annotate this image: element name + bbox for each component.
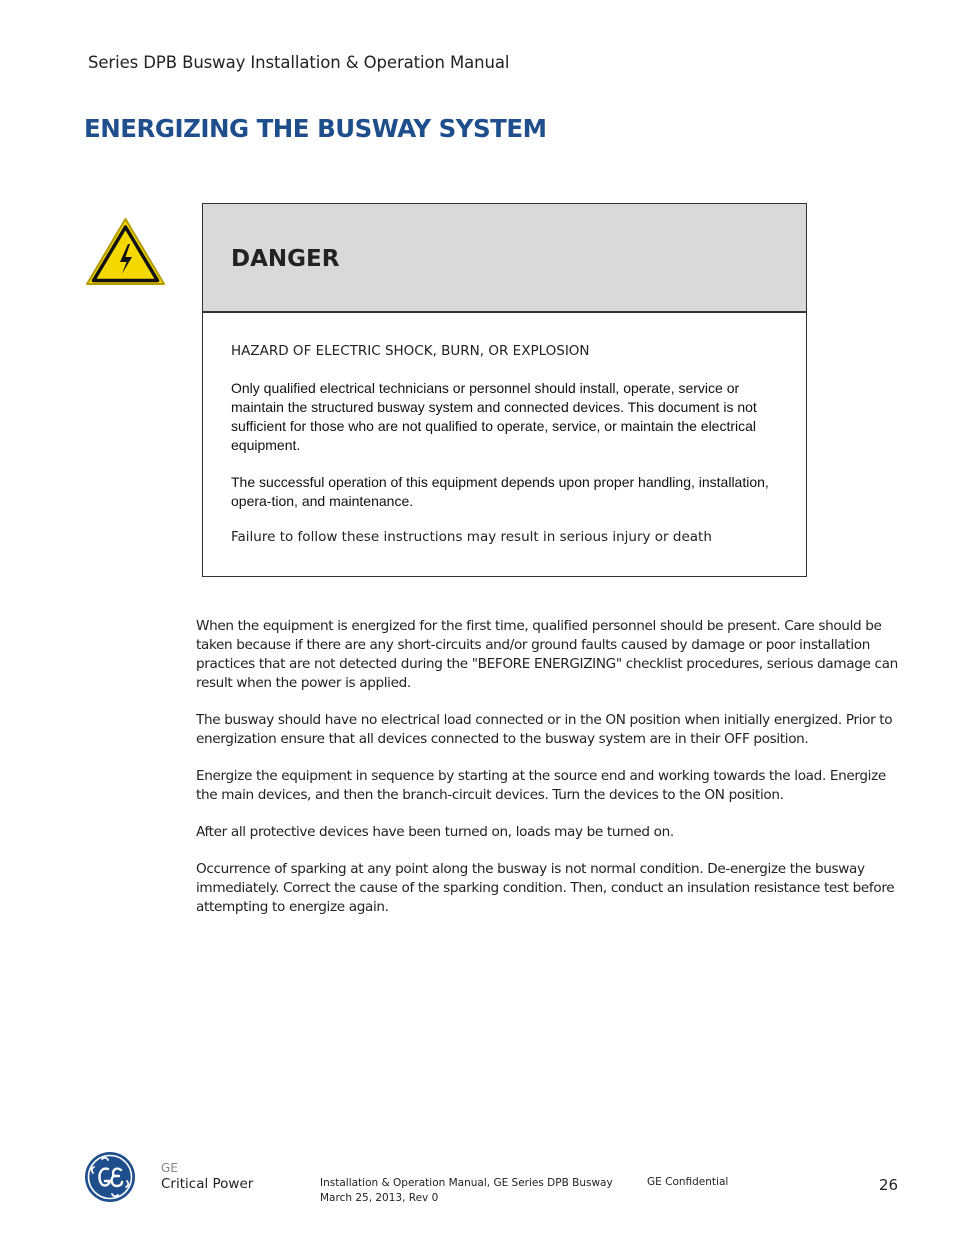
body-paragraph: Energize the equipment in sequence by starting at the source end and working towards the load. Energize the main devices, and then the branch-circuit devices. Turn the devices to the ON position. [196,768,886,803]
footer-company-short: GE [161,1161,178,1175]
footer-manual-date: March 25, 2013, Rev 0 [320,1192,439,1204]
ge-logo [84,1151,136,1203]
footer-manual-info [320,1176,613,1206]
danger-header [203,204,806,313]
danger-paragraph: Only qualified electrical technicians or personnel should install, operate, service or maintain the structured busway system and connected devices. This document is not sufficient for those who are not qualified to operate, service, or maintain the electrical equipment. [231,380,757,453]
danger-notice [202,203,807,577]
section-title: ENERGIZING THE BUSWAY SYSTEM [84,114,547,143]
footer-confidential: GE Confidential [647,1176,729,1188]
footer-manual-title: Installation & Operation Manual, GE Series DPB Busway [320,1177,613,1189]
body-paragraph: Occurrence of sparking at any point along the busway is not normal condition. De-energize the busway immediately. Correct the cause of the sparking condition. Then, conduct an insulation resistance test before attempting to energize again. [196,861,895,915]
hazard-statement: HAZARD OF ELECTRIC SHOCK, BURN, OR EXPLOSION [231,343,590,359]
danger-title: DANGER [231,246,340,272]
electrical-hazard-warning-icon [84,216,167,288]
body-paragraph: When the equipment is energized for the first time, qualified personnel should be present. Care should be taken because if there are any short-circuits and/or ground faults caused by damage or poor installation practices that are not detected during the "BEFORE ENERGIZING" checklist procedures, serious damage can result when the power is applied. [196,618,898,691]
danger-consequence: Failure to follow these instructions may result in serious injury or death [231,529,712,545]
body-text [196,617,906,935]
footer-company-division: Critical Power [161,1176,254,1192]
body-paragraph: The busway should have no electrical load connected or in the ON position when initially energized. Prior to energization ensure that all devices connected to the busway system are in their OFF position. [196,712,893,747]
danger-paragraph: The successful operation of this equipment depends upon proper handling, installation, opera-tion, and maintenance. [231,474,769,509]
running-header: Series DPB Busway Installation & Operation Manual [88,53,510,72]
body-paragraph: After all protective devices have been turned on, loads may be turned on. [196,824,674,840]
page-number: 26 [879,1176,899,1194]
danger-body [231,343,791,545]
footer-company [161,1161,253,1193]
